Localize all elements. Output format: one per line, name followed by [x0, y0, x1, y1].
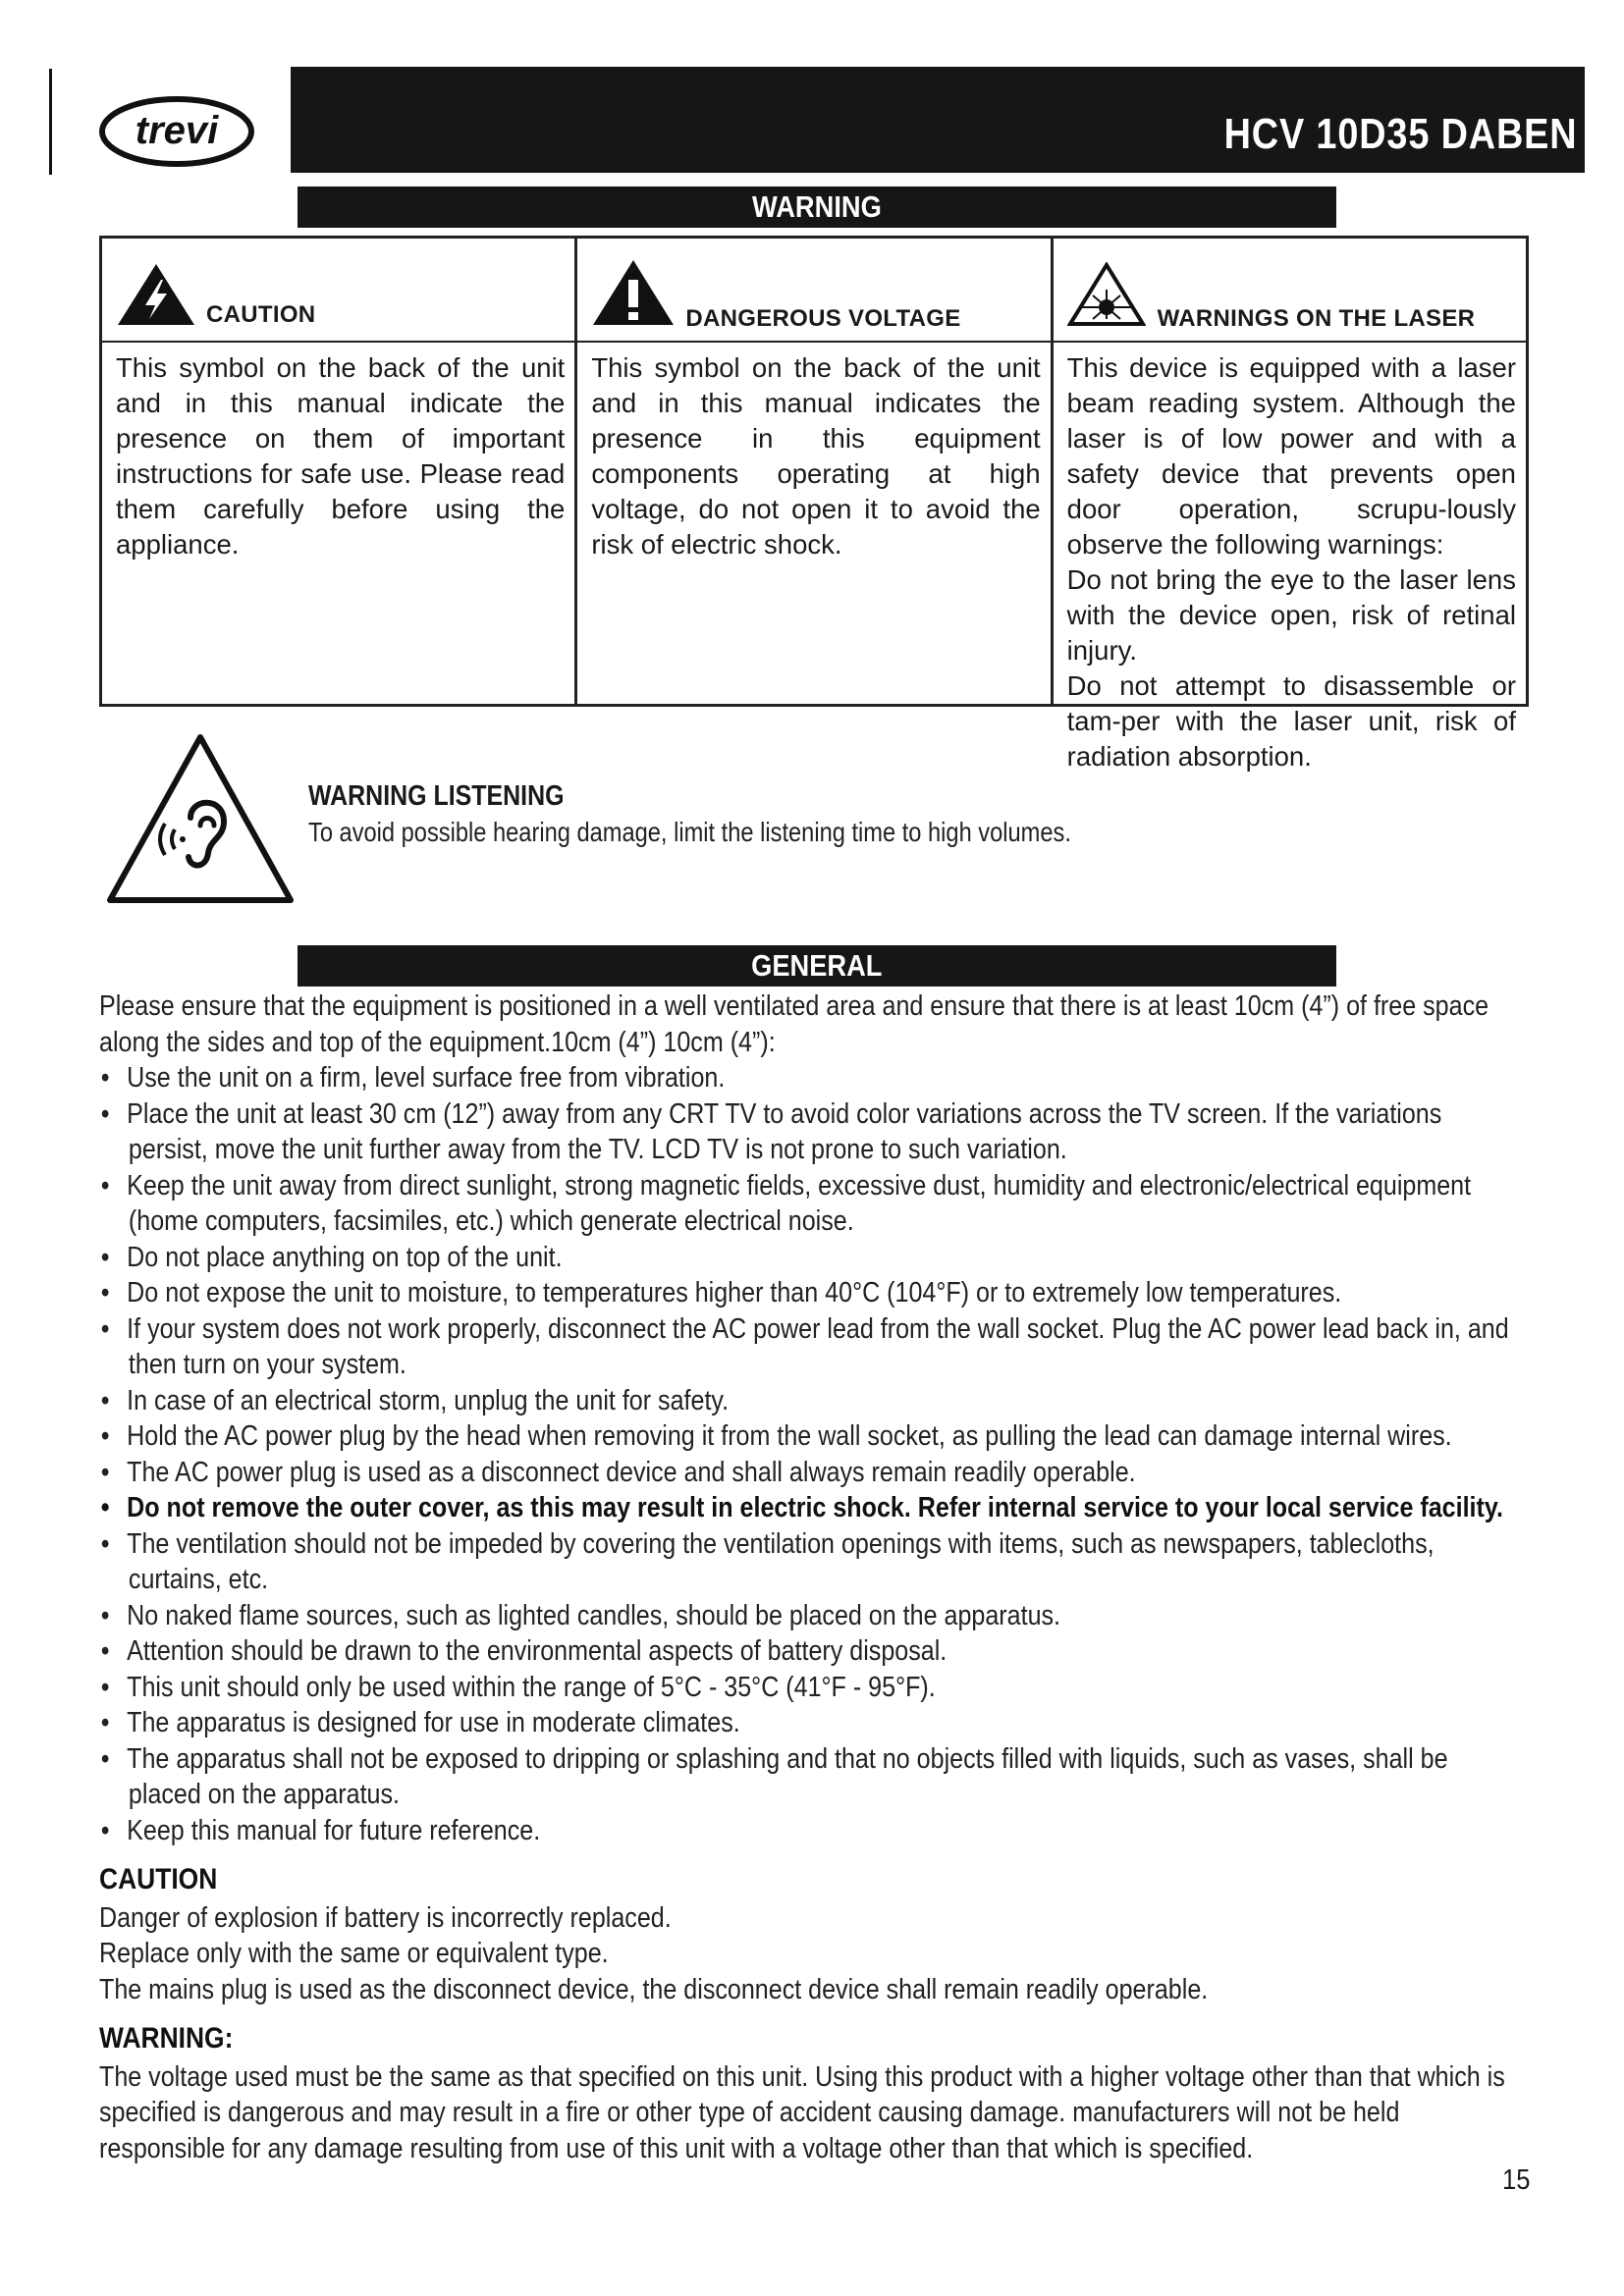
caution-line: Danger of explosion if battery is incorrectly replaced. [99, 1901, 672, 1934]
laser-warning-header [1054, 239, 1526, 343]
laser-warning-title: WARNINGS ON THE LASER [1157, 305, 1476, 332]
dangerous-voltage-triangle-icon [591, 258, 676, 327]
dangerous-voltage-column [574, 239, 1050, 704]
model-name: HCV 10D35 DABEN [1223, 110, 1577, 158]
general-bullet-list [99, 1060, 1516, 1848]
list-item: • Place the unit at least 30 cm (12”) away from any CRT TV to avoid color variations across the TV screen. If the variations persist, move the unit further away from the TV. LCD TV is not prone to such variation. [100, 1097, 1442, 1165]
dangerous-voltage-header [577, 239, 1050, 343]
laser-warning-triangle-icon [1067, 262, 1146, 327]
trevi-logo [98, 94, 255, 169]
page-number: 15 [1502, 2164, 1531, 2196]
list-item: • If your system does not work properly, disconnect the AC power lead from the wall socket. Plug the AC power lead back in, and then turn on your system. [100, 1312, 1509, 1380]
list-item: • Keep this manual for future reference. [100, 1814, 541, 1846]
caution-column [102, 239, 574, 704]
list-item: • No naked flame sources, such as lighted candles, should be placed on the apparatus. [100, 1599, 1061, 1631]
header-band [291, 67, 1585, 173]
caution-title: CAUTION [206, 301, 316, 328]
list-item: • Use the unit on a firm, level surface free from vibration. [100, 1062, 726, 1094]
hearing-warning-icon [104, 731, 297, 906]
list-item: • This unit should only be used within the range of 5°C - 35°C (41°F - 95°F). [100, 1671, 936, 1703]
laser-warning-text: This device is equipped with a laser beam reading system. Although the laser is of low power and with a safety device that prevents open door operation, scrupu-lously observe the following warnings: Do not bring the eye to the laser lens with the device open, risk of retinal injury. Do not attempt to disassemble or tam-per with the laser unit, risk of radiation absorption. [1066, 352, 1516, 772]
margin-bar [49, 69, 52, 175]
svg-text:trevi: trevi [135, 109, 219, 152]
list-item: • The apparatus is designed for use in moderate climates. [100, 1707, 740, 1738]
list-item: • Attention should be drawn to the environmental aspects of battery disposal. [100, 1635, 947, 1667]
list-item: • The ventilation should not be impeded by covering the ventilation openings with items, such as newspapers, tablecloths, curtains, etc. [100, 1527, 1435, 1595]
general-intro: Please ensure that the equipment is positioned in a well ventilated area and ensure that there is at least 10cm (4”) of free space along the sides and top of the equipment.10cm (4”) 10cm (4”): [99, 990, 1489, 1058]
laser-warning-column [1051, 239, 1526, 772]
list-item: • Do not expose the unit to moisture, to temperatures higher than 40°C (104°F) or to extremely low temperatures. [100, 1277, 1342, 1308]
caution-header [102, 239, 574, 343]
list-item: • The apparatus shall not be exposed to dripping or splashing and that no objects filled with liquids, such as vases, shall be placed on the apparatus. [100, 1742, 1448, 1810]
warning-table [99, 236, 1529, 772]
listening-text: To avoid possible hearing damage, limit the listening time to high volumes. [308, 817, 1071, 847]
caution-line: The mains plug is used as the disconnect device, the disconnect device shall remain readily operable. [99, 1973, 1209, 2005]
caution-heading: CAUTION [99, 1863, 218, 1896]
list-item-bold-warning: • Do not remove the outer cover, as this may result in electric shock. Refer internal service to your local service facility. [100, 1492, 1503, 1523]
warning-section-title: WARNING [298, 187, 1336, 228]
caution-triangle-icon [116, 262, 196, 327]
dangerous-voltage-title: DANGEROUS VOLTAGE [685, 305, 961, 332]
listening-title: WARNING LISTENING [308, 780, 565, 812]
voltage-warning-text: The voltage used must be the same as that specified on this unit. Using this product with a higher voltage other than that which is specified is dangerous and may result in a fire or other type of accident causing damage. manufacturers will not be held responsible for any damage resulting from use of this unit with a voltage other than that which is specified. [99, 2060, 1505, 2164]
dangerous-voltage-text: This symbol on the back of the unit and in this manual indicates the presence in this equipment components operating at high voltage, do not open it to avoid the risk of electric shock. [591, 352, 1041, 560]
general-content [99, 988, 1516, 2166]
list-item: • The AC power plug is used as a disconnect device and shall always remain readily operable. [100, 1456, 1136, 1488]
caution-text: This symbol on the back of the unit and in this manual indicate the presence on them of important instructions for safe use. Please read them carefully before using the appliance. [116, 352, 566, 560]
caution-line: Replace only with the same or equivalent type. [99, 1938, 609, 1969]
list-item: • In case of an electrical storm, unplug the unit for safety. [100, 1384, 730, 1416]
list-item: • Keep the unit away from direct sunlight, strong magnetic fields, excessive dust, humidity and electronic/electrical equipment (home computers, facsimiles, etc.) which generate electrical noise. [100, 1169, 1472, 1237]
list-item: • Hold the AC power plug by the head when removing it from the wall socket, as pulling the lead can damage internal wires. [100, 1420, 1452, 1452]
voltage-warning-heading: WARNING: [99, 2022, 234, 2055]
list-item: • Do not place anything on top of the unit. [100, 1241, 563, 1273]
general-section-title: GENERAL [298, 945, 1336, 987]
